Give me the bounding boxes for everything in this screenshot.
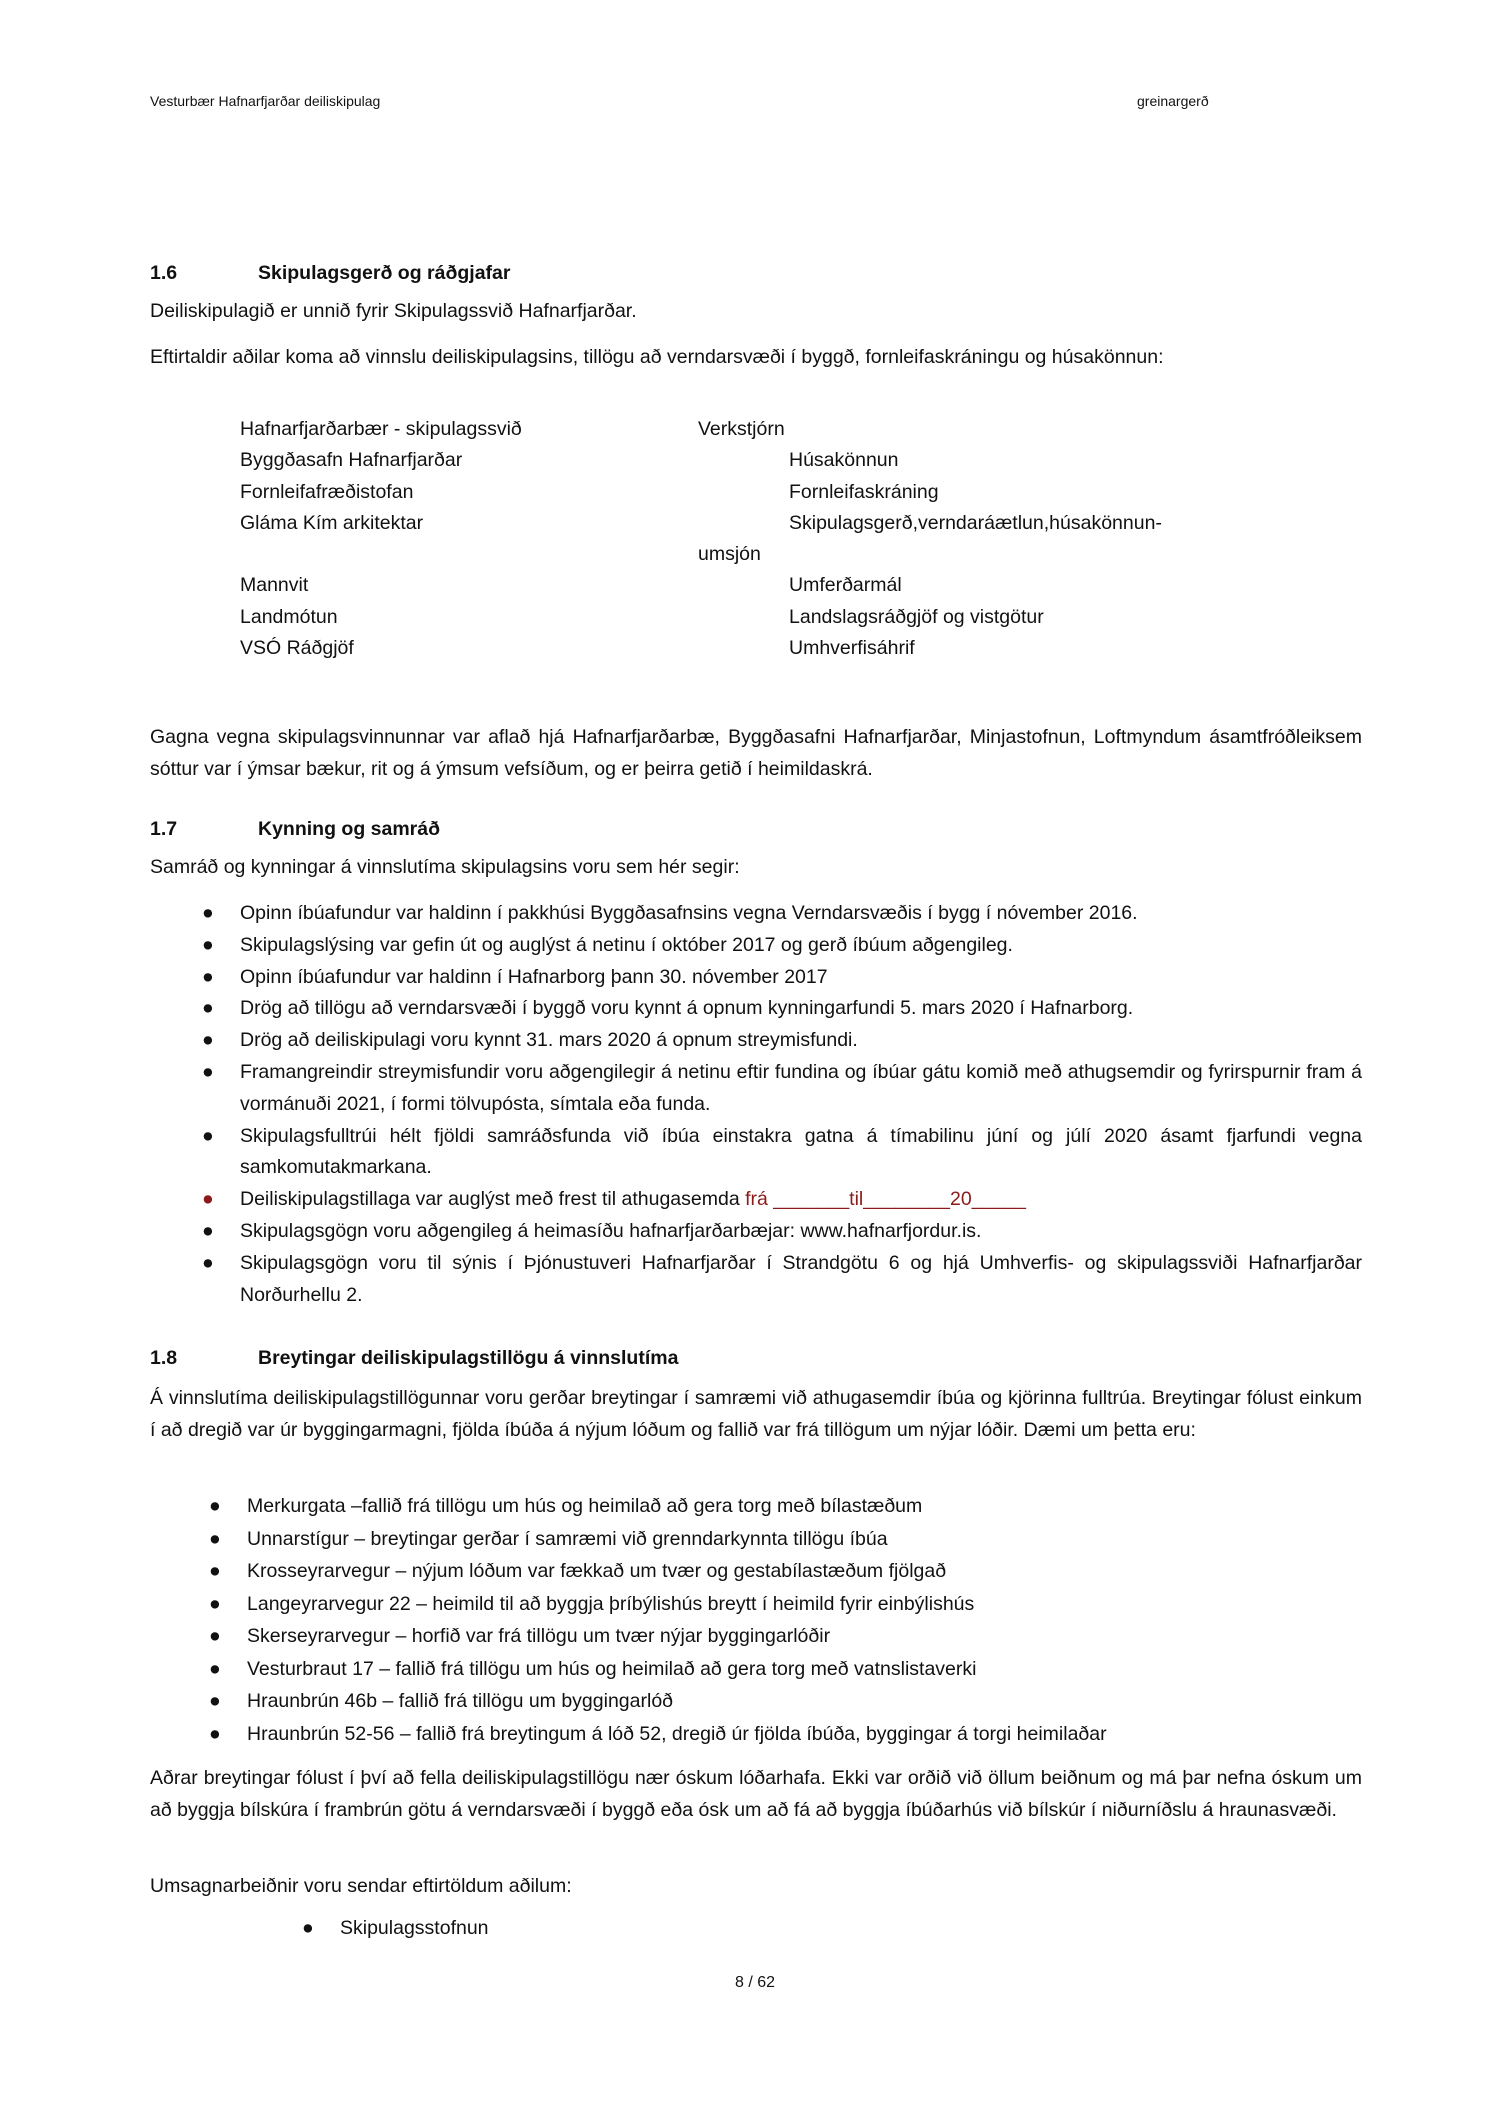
list-item-text: Deiliskipulagstillaga var auglýst með frest til athugasemda bbox=[240, 1188, 746, 1211]
list-item-text: Hraunbrún 46b – fallið frá tillögu um byggingarlóð bbox=[247, 1690, 674, 1712]
list-item-text: Skipulagsfulltrúi hélt fjöldi samráðsfunda við íbúa einstakra gatna á tímabilinu júní og júlí 2020 ásamt fjarfundi vegna samkomutakmarkana. bbox=[240, 1124, 1362, 1179]
section-heading-1-6 bbox=[150, 258, 510, 290]
list-item-text: Langeyrarvegur 22 – heimild til að byggja þríbýlishús breytt í heimild fyrir einbýlishús bbox=[247, 1592, 975, 1615]
list-item-text: Skipulagsstofnun bbox=[340, 1917, 489, 1939]
list-item-text: Hraunbrún 52-56 – fallið frá breytingum á lóð 52, dregið úr fjölda íbúða, byggingar á torgi heimilaðar bbox=[247, 1722, 1107, 1745]
table-role: Verkstjórn bbox=[698, 418, 785, 440]
table-role: Fornleifaskráning bbox=[789, 481, 939, 503]
list-item bbox=[202, 1121, 1362, 1185]
table-org: Hafnarfjarðarbær - skipulagssvið bbox=[240, 418, 522, 440]
table-role: Landslagsráðgjöf og vistgötur bbox=[789, 606, 1044, 628]
list-item bbox=[209, 1653, 1362, 1686]
table-org: Byggðasafn Hafnarfjarðar bbox=[240, 449, 463, 471]
section-heading-1-7 bbox=[150, 814, 440, 846]
table-org: VSÓ Ráðgjöf bbox=[240, 637, 354, 659]
list-item-text: Skipulagsgögn voru til sýnis í Þjónustuveri Hafnarfjarðar í Strandgötu 6 og hjá Umhverfis- og skipulagssviði Hafnarfjarðar Norðurhellu 2. bbox=[240, 1251, 1362, 1306]
list-item-text: Merkurgata –fallið frá tillögu um hús og heimilað að gera torg með bílastæðum bbox=[247, 1495, 923, 1517]
table-role: Húsakönnun bbox=[789, 449, 899, 471]
list-item bbox=[209, 1685, 1362, 1718]
header-section: greinargerð bbox=[1137, 93, 1209, 109]
paragraph: Á vinnslutíma deiliskipulagstillögunnar voru gerðar breytingar í samræmi við athugasemdir íbúa og kjörinna fulltrúa. Breytingar fólust einkum í að dregið var úr byggingarmagni, fjölda íbúða á nýjum lóðum og fallið var frá tillögum um nýjar lóðir. Dæmi um þetta eru: bbox=[150, 1387, 1362, 1441]
list-item bbox=[209, 1555, 1362, 1588]
list-item bbox=[202, 898, 1362, 930]
paragraph: Deiliskipulagið er unnið fyrir Skipulagssvið Hafnarfjarðar. bbox=[150, 300, 637, 322]
table-org: Mannvit bbox=[240, 574, 309, 596]
list-item bbox=[202, 1025, 1362, 1057]
list-item bbox=[209, 1588, 1362, 1621]
section-heading-1-8 bbox=[150, 1343, 678, 1375]
placeholder-dates: frá _______til________20_____ bbox=[745, 1188, 1026, 1211]
bullet-icon: ● bbox=[209, 1657, 221, 1680]
list-item bbox=[202, 993, 1362, 1025]
bullet-icon: ● bbox=[209, 1722, 221, 1745]
list-item-text: Skipulagslýsing var gefin út og auglýst á netinu í október 2017 og gerð íbúum aðgengileg. bbox=[240, 933, 1013, 956]
section-title: Skipulagsgerð og ráðgjafar bbox=[258, 262, 511, 284]
list-item bbox=[209, 1620, 1362, 1653]
list-item-text: Framangreindir streymisfundir voru aðgengilegir á netinu eftir fundina og íbúar gátu komið með athugsemdir og fyrirspurnir fram á vormánuði 2021, í formi tölvupósta, símtala eða funda. bbox=[240, 1060, 1362, 1115]
list-item-highlighted bbox=[202, 1184, 1362, 1216]
bullet-icon: ● bbox=[202, 1188, 214, 1211]
list-item bbox=[202, 1216, 1362, 1248]
bullet-icon: ● bbox=[202, 997, 214, 1020]
paragraph: Aðrar breytingar fólust í því að fella deiliskipulagstillögu nær óskum lóðarhafa. Ekki var orðið við öllum beiðnum og má þar nefna óskum um að byggja bílskúra í frambrún götu á verndarsvæði í byggð eða ósk um að fá að byggja íbúðarhús við bílskúr í niðurníðslu á hraunasvæði. bbox=[150, 1767, 1362, 1821]
table-role: Umferðarmál bbox=[789, 574, 902, 596]
list-item bbox=[202, 1057, 1362, 1121]
bullet-icon: ● bbox=[209, 1690, 221, 1712]
bullet-icon: ● bbox=[202, 902, 214, 924]
table-role: Skipulagsgerð,verndaráætlun,húsakönnun- bbox=[789, 512, 1162, 534]
paragraph: Gagna vegna skipulagsvinnunnar var aflað hjá Hafnarfjarðarbæ, Byggðasafni Hafnarfjarðar, Minjastofnun, Loftmyndum ásamtfróðleiksem sóttur var í ýmsar bækur, rit og á ýmsum vefsíðum, og er þeirra getið í heimildaskrá. bbox=[150, 726, 1362, 780]
bullet-icon: ● bbox=[202, 1124, 214, 1147]
bullet-icon: ● bbox=[202, 965, 214, 988]
table-org: Landmótun bbox=[240, 606, 338, 628]
list-item-text: Opinn íbúafundur var haldinn í Hafnarborg þann 30. nóvember 2017 bbox=[240, 965, 828, 988]
list-item bbox=[202, 962, 1362, 994]
bullet-icon: ● bbox=[202, 1060, 214, 1083]
table-org: Fornleifafræðistofan bbox=[240, 481, 414, 503]
list-item bbox=[209, 1490, 1362, 1523]
paragraph: Samráð og kynningar á vinnslutíma skipulagsins voru sem hér segir: bbox=[150, 856, 740, 878]
list-item-text: Vesturbraut 17 – fallið frá tillögu um hús og heimilað að gera torg með vatnslistaverki bbox=[247, 1657, 977, 1680]
bullet-icon: ● bbox=[202, 1029, 214, 1052]
list-item-text: Skipulagsgögn voru aðgengileg á heimasíðu hafnarfjarðarbæjar: www.hafnarfjordur.is. bbox=[240, 1219, 982, 1242]
list-item bbox=[209, 1718, 1362, 1751]
list-item-text: Opinn íbúafundur var haldinn í pakkhúsi Byggðasafnsins vegna Verndarsvæðis í bygg í nóvember 2016. bbox=[240, 902, 1138, 924]
table-org: Gláma Kím arkitektar bbox=[240, 512, 424, 534]
list-item bbox=[202, 1248, 1362, 1312]
bullet-icon: ● bbox=[202, 1219, 214, 1242]
section-number: 1.8 bbox=[150, 1347, 178, 1369]
section-number: 1.6 bbox=[150, 262, 178, 284]
paragraph: Umsagnarbeiðnir voru sendar eftirtöldum aðilum: bbox=[150, 1875, 572, 1897]
bullet-icon: ● bbox=[202, 933, 214, 956]
list-item bbox=[302, 1913, 1240, 1945]
bullet-icon: ● bbox=[209, 1592, 221, 1615]
header-document-title: Vesturbær Hafnarfjarðar deiliskipulag bbox=[150, 93, 381, 109]
bullet-icon: ● bbox=[302, 1917, 314, 1939]
changes-list bbox=[209, 1490, 1362, 1750]
section-number: 1.7 bbox=[150, 818, 178, 840]
section-title: Breytingar deiliskipulagstillögu á vinnslutíma bbox=[258, 1347, 679, 1369]
bullet-icon: ● bbox=[209, 1495, 221, 1517]
paragraph: Eftirtaldir aðilar koma að vinnslu deiliskipulagsins, tillögu að verndarsvæði í byggð, fornleifaskráningu og húsakönnun: bbox=[150, 346, 1164, 368]
bullet-icon: ● bbox=[209, 1625, 221, 1647]
list-item bbox=[202, 930, 1362, 962]
list-item-text: Skerseyrarvegur – horfið var frá tillögu um tvær nýjar byggingarlóðir bbox=[247, 1625, 831, 1647]
bullet-icon: ● bbox=[209, 1560, 221, 1582]
list-item-text: Drög að deiliskipulagi voru kynnt 31. mars 2020 á opnum streymisfundi. bbox=[240, 1029, 858, 1052]
list-item-text: Drög að tillögu að verndarsvæði í byggð voru kynnt á opnum kynningarfundi 5. mars 2020 í Hafnarborg. bbox=[240, 997, 1134, 1020]
consultation-list bbox=[202, 898, 1362, 1311]
page-number: 8 / 62 bbox=[734, 1974, 776, 1991]
bullet-icon: ● bbox=[202, 1251, 214, 1274]
list-item-text: Unnarstígur – breytingar gerðar í samræmi við grenndarkynnta tillögu íbúa bbox=[247, 1527, 888, 1550]
list-item-text: Krosseyrarvegur – nýjum lóðum var fækkað um tvær og gestabílastæðum fjölgað bbox=[247, 1560, 947, 1582]
list-item bbox=[209, 1523, 1362, 1556]
bullet-icon: ● bbox=[209, 1527, 221, 1550]
table-role: Umhverfisáhrif bbox=[789, 637, 915, 659]
table-role: umsjón bbox=[698, 543, 761, 565]
section-title: Kynning og samráð bbox=[258, 818, 441, 840]
recipients-list bbox=[302, 1913, 1240, 1945]
